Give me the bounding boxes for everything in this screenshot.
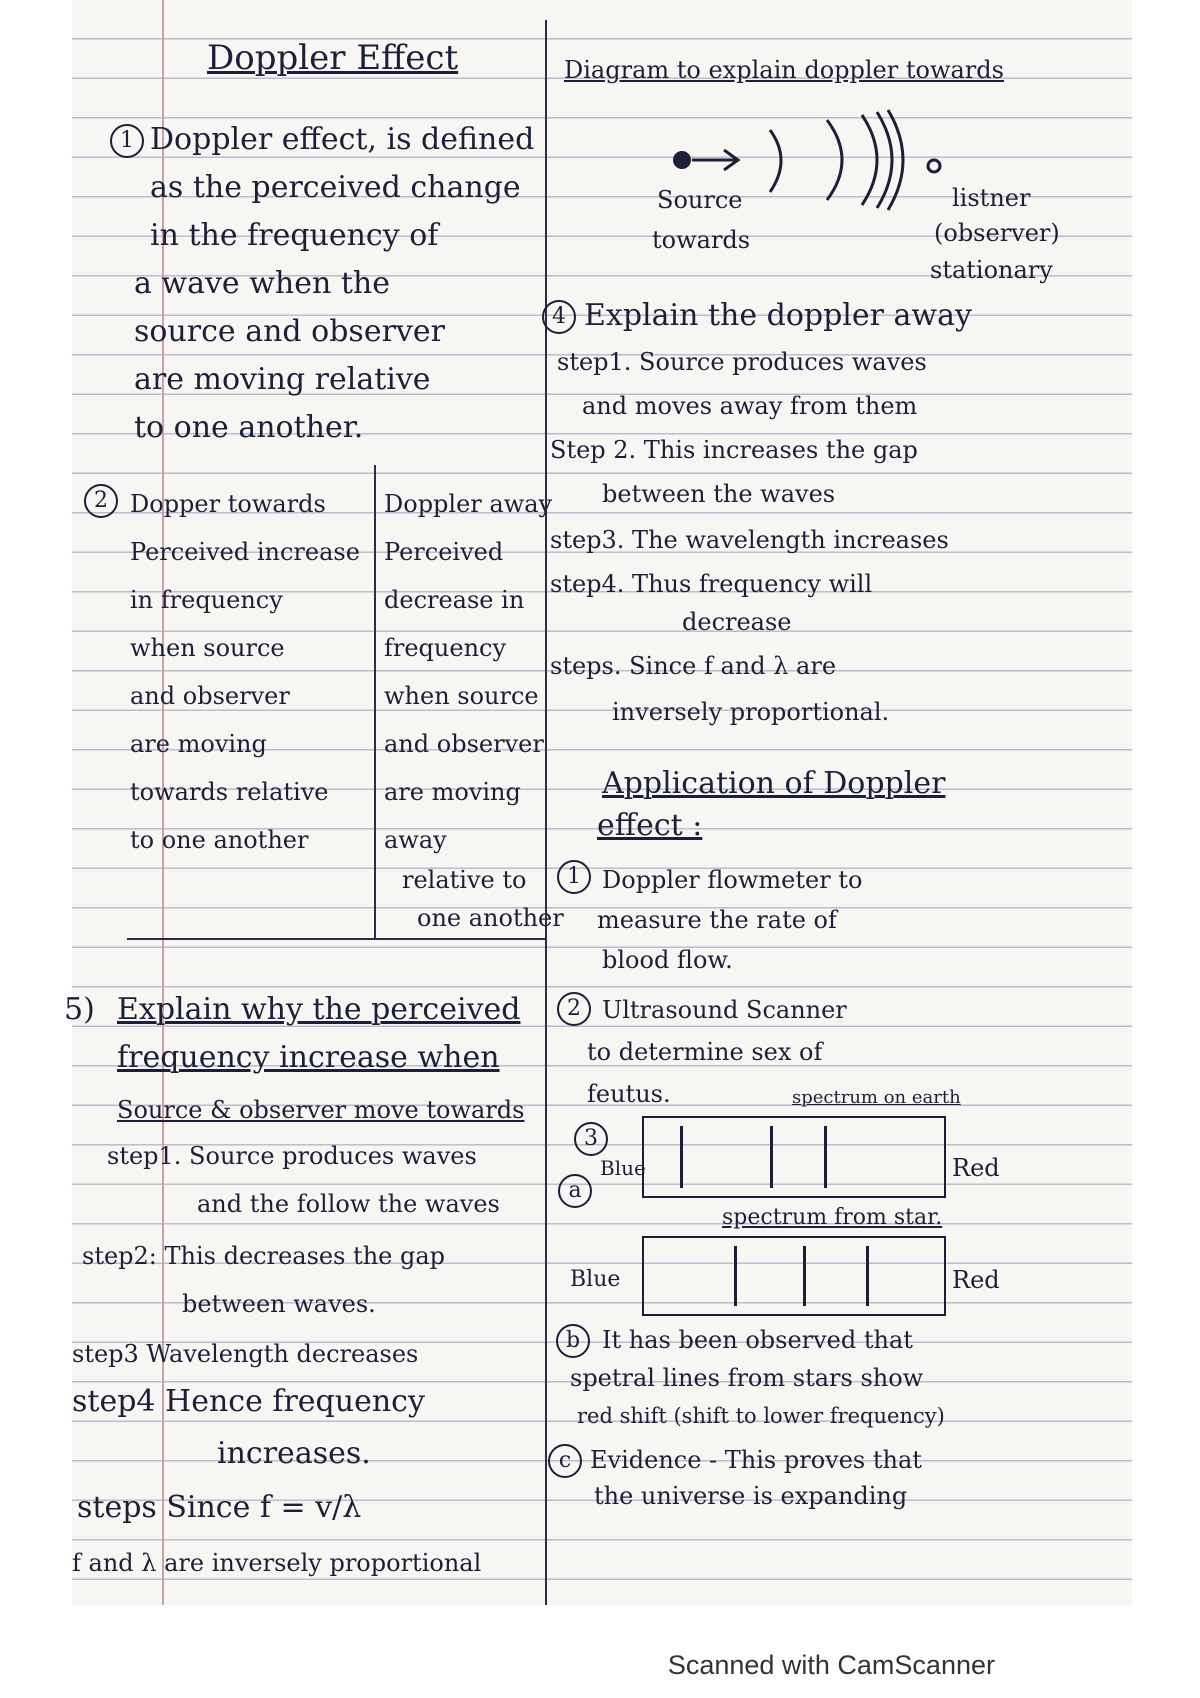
away-cell: decrease in [384,586,525,614]
q4-line: step1. Source produces waves [557,348,927,376]
q5-step: f and λ are inversely proportional [72,1549,482,1577]
q5-step: steps Since f = v/λ [77,1490,362,1525]
app1-line: Doppler flowmeter to [602,866,863,894]
c-line: the universe is expanding [594,1482,908,1510]
wavefront [770,130,781,192]
spectrum-earth [642,1116,946,1198]
q5-heading-line: frequency increase when [117,1040,500,1075]
wavefront [827,120,842,200]
wavefront [888,110,903,210]
q4-line: inversely proportional. [612,698,890,726]
spectral-line [734,1246,737,1306]
listener-dot [928,160,940,172]
source-dot [673,151,691,169]
q5-step: increases. [217,1436,371,1471]
q4-line: Step 2. This increases the gap [550,436,918,464]
app1-line: blood flow. [602,946,733,974]
q1-line: a wave when the [134,266,390,301]
q4-line: and moves away from them [582,392,918,420]
b-line: spetral lines from stars show [570,1364,924,1392]
app3-number-badge: 3 [574,1120,614,1156]
away-cell: away [384,826,447,854]
blue-label: Blue [600,1156,646,1180]
q1-line: to one another. [134,410,364,445]
q4-line: Explain the doppler away [584,298,972,333]
towards-cell: in frequency [130,586,283,614]
b-line: red shift (shift to lower frequency) [577,1404,945,1428]
away-cell: one another [417,904,564,932]
app1-line: measure the rate of [597,906,837,934]
away-cell: relative to [402,866,527,894]
spectral-line [770,1126,773,1188]
applications-heading: effect : [597,808,703,843]
part-c-badge: c [548,1442,588,1478]
q1-line: are moving relative [134,362,431,397]
away-cell: frequency [384,634,507,662]
part-b-badge: b [556,1322,596,1358]
red-label: Red [952,1154,1000,1182]
q4-number-badge: 4 [542,298,582,334]
app2-line: feutus. [587,1080,671,1108]
spectral-line [680,1126,683,1188]
listener-label: listner [952,184,1031,212]
towards-cell: Dopper towards [130,490,326,518]
b-line: It has been observed that [602,1326,913,1354]
app1-number-badge: 1 [557,858,597,894]
q4-line: between the waves [602,480,836,508]
q1-line: Doppler effect, is defined [150,122,535,157]
red-label: Red [952,1266,1000,1294]
q5-step: step3 Wavelength decreases [72,1340,419,1368]
towards-label: towards [652,226,751,254]
spectrum-earth-label: spectrum on earth [792,1087,961,1108]
table-divider [374,465,376,940]
q4-line: decrease [682,608,792,636]
spectral-line [803,1246,806,1306]
wavefront [862,115,877,205]
q4-line: step4. Thus frequency will [550,570,873,598]
q5-step: and the follow the waves [197,1190,500,1218]
q2-number-badge: 2 [84,482,124,518]
spectrum-star-label: spectrum from star. [722,1205,943,1230]
away-cell: when source [384,682,539,710]
q1-line: in the frequency of [150,218,439,253]
towards-cell: Perceived increase [130,538,360,566]
diagram-title: Diagram to explain doppler towards [564,56,1004,84]
towards-cell: are moving [130,730,267,758]
q5-number: 5) [64,992,95,1027]
spectral-line [866,1246,869,1306]
part-a-badge: a [558,1172,598,1208]
spectrum-star [642,1236,946,1316]
page-title: Doppler Effect [207,38,459,78]
c-line: Evidence - This proves that [590,1446,922,1474]
q5-step: step1. Source produces waves [107,1142,477,1170]
blue-label: Blue [570,1267,621,1292]
notebook-page [64,0,1132,1605]
towards-cell: and observer [130,682,290,710]
q1-line: as the perceived change [150,170,521,205]
q1-number-badge: 1 [110,122,150,158]
away-cell: Perceived [384,538,504,566]
q1-line: source and observer [134,314,445,349]
observer-label: (observer) [934,219,1060,247]
away-cell: are moving [384,778,521,806]
source-label: Source [657,186,743,214]
towards-cell: towards relative [130,778,329,806]
applications-heading: Application of Doppler [602,766,946,801]
q5-step: step2: This decreases the gap [82,1242,446,1270]
app2-line: Ultrasound Scanner [602,996,847,1024]
q5-step: step4 Hence frequency [72,1384,425,1419]
column-divider [545,20,547,1605]
app2-line: to determine sex of [587,1038,823,1066]
wavefront [877,112,892,208]
app2-number-badge: 2 [557,990,597,1026]
table-bottom-line [127,938,545,940]
stationary-label: stationary [930,256,1053,284]
scanner-watermark: Scanned with CamScanner [667,1650,995,1680]
spectral-line [824,1126,827,1188]
towards-cell: to one another [130,826,309,854]
away-cell: and observer [384,730,544,758]
q5-step: between waves. [182,1290,376,1318]
q5-heading-line: Explain why the perceived [117,992,521,1027]
q4-line: step3. The wavelength increases [550,526,949,554]
q5-heading-line: Source & observer move towards [117,1096,525,1124]
away-cell: Doppler away [384,490,553,518]
q4-line: steps. Since f and λ are [550,652,837,680]
towards-cell: when source [130,634,285,662]
